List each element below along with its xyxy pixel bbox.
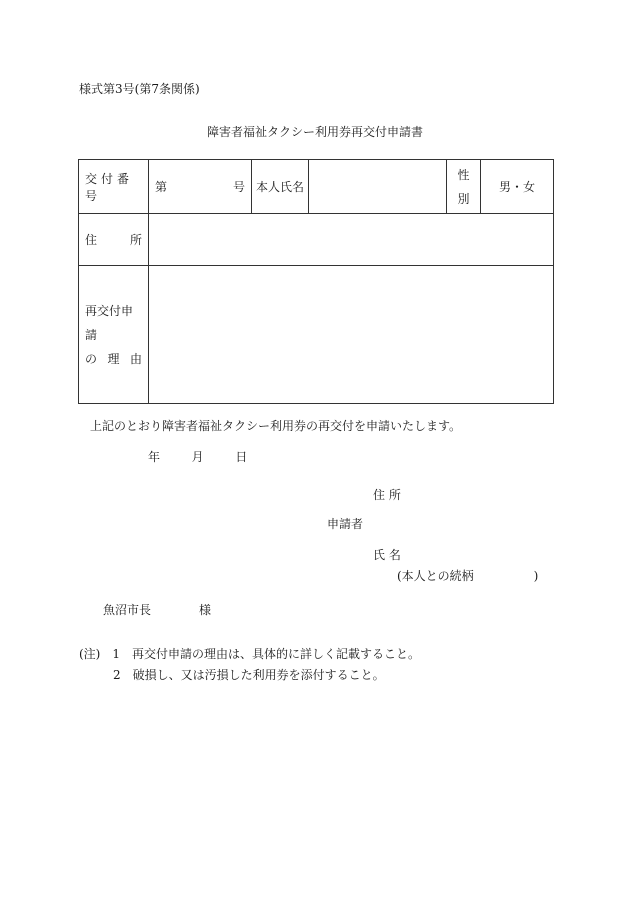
note-2: 2 破損し、又は汚損した利用券を添付すること。	[113, 668, 385, 682]
issue-number-cell[interactable]	[149, 160, 252, 214]
reason-label-2c: 由	[129, 351, 142, 366]
application-table	[78, 159, 554, 404]
name-label: 本人氏名	[256, 180, 305, 194]
sex-options-cell[interactable]	[481, 160, 554, 214]
note-1: (注) 1 再交付申請の理由は、具体的に詳しく記載すること。	[79, 647, 421, 661]
addressee: 魚沼市長 様	[103, 603, 212, 617]
applicant-label: 申請者	[327, 517, 364, 531]
name-label-cell	[252, 160, 309, 214]
sex-options: 男・女	[498, 180, 535, 194]
reason-label-2b: 理	[107, 351, 120, 366]
relation-label: (本人との続柄 )	[397, 569, 539, 583]
date-year: 年	[148, 450, 161, 464]
address-input-cell[interactable]	[149, 214, 554, 266]
address-label-1: 住	[85, 233, 98, 247]
applicant-address-label: 住 所	[373, 488, 401, 502]
address-label-2: 所	[129, 233, 142, 247]
issue-number-label: 交付番号	[85, 171, 134, 203]
sex-label-2: 別	[457, 191, 470, 206]
issue-number-label-cell	[79, 160, 149, 214]
document-title: 障害者福祉タクシー利用券再交付申請書	[206, 125, 423, 139]
sex-label-1: 性	[457, 167, 470, 182]
name-input-cell[interactable]	[309, 160, 447, 214]
date-line	[148, 451, 247, 463]
reason-label-cell	[79, 266, 149, 404]
date-day: 日	[235, 450, 248, 464]
statement-text: 上記のとおり障害者福祉タクシー利用券の再交付を申請いたします。	[90, 419, 462, 433]
applicant-name-label: 氏 名	[373, 548, 401, 562]
reason-input-cell[interactable]	[149, 266, 554, 404]
date-month: 月	[191, 450, 204, 464]
number-prefix: 第	[155, 180, 168, 194]
reason-label-1: 再交付申請	[85, 303, 134, 342]
table-row-issue	[79, 160, 554, 214]
table-row-address	[79, 214, 554, 266]
reason-label-2a: の	[85, 351, 98, 366]
table-row-reason	[79, 266, 554, 404]
form-id: 様式第3号(第7条関係)	[79, 82, 200, 96]
number-suffix: 号	[232, 180, 245, 194]
sex-label-cell	[447, 160, 481, 214]
address-label-cell	[79, 214, 149, 266]
